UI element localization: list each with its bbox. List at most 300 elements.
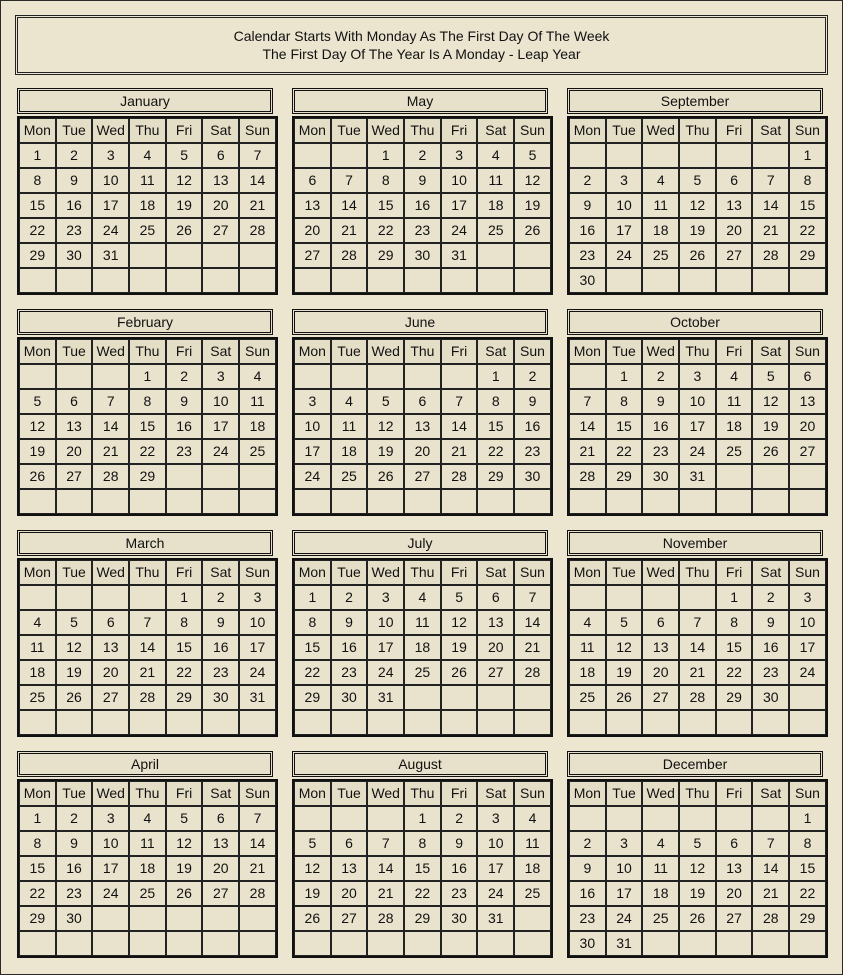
day-cell: 6 xyxy=(92,610,129,635)
day-cell: 3 xyxy=(367,585,404,610)
empty-cell xyxy=(56,489,93,514)
day-cell: 11 xyxy=(514,831,551,856)
day-cell: 24 xyxy=(789,660,826,685)
day-cell: 7 xyxy=(752,168,789,193)
day-cell: 12 xyxy=(166,831,203,856)
day-cell: 13 xyxy=(202,168,239,193)
empty-cell xyxy=(606,489,643,514)
empty-cell xyxy=(331,806,368,831)
day-cell: 25 xyxy=(129,881,166,906)
empty-cell xyxy=(92,906,129,931)
empty-cell xyxy=(166,931,203,956)
empty-cell xyxy=(606,710,643,735)
empty-cell xyxy=(606,268,643,293)
day-cell: 27 xyxy=(202,218,239,243)
empty-cell xyxy=(789,710,826,735)
day-cell: 23 xyxy=(642,439,679,464)
day-cell: 22 xyxy=(789,218,826,243)
weekday-header: Mon xyxy=(294,118,331,143)
day-cell: 31 xyxy=(477,906,514,931)
day-cell: 17 xyxy=(477,856,514,881)
day-cell: 26 xyxy=(166,881,203,906)
empty-cell xyxy=(441,931,478,956)
day-cell: 6 xyxy=(202,806,239,831)
day-cell: 17 xyxy=(294,439,331,464)
day-cell: 9 xyxy=(56,831,93,856)
empty-cell xyxy=(239,710,276,735)
day-cell: 29 xyxy=(477,464,514,489)
day-cell: 19 xyxy=(166,856,203,881)
month-title: March xyxy=(17,530,273,556)
weekday-header: Sun xyxy=(514,118,551,143)
day-cell: 24 xyxy=(92,881,129,906)
day-cell: 16 xyxy=(166,414,203,439)
empty-cell xyxy=(679,710,716,735)
calendar-header xyxy=(15,15,828,75)
day-cell: 22 xyxy=(367,218,404,243)
day-cell: 10 xyxy=(789,610,826,635)
day-cell: 28 xyxy=(569,464,606,489)
weekday-header: Thu xyxy=(679,781,716,806)
day-cell: 8 xyxy=(477,389,514,414)
day-cell: 31 xyxy=(606,931,643,956)
day-cell: 8 xyxy=(404,831,441,856)
weekday-header: Sun xyxy=(789,560,826,585)
day-cell: 2 xyxy=(166,364,203,389)
day-cell: 24 xyxy=(367,660,404,685)
empty-cell xyxy=(789,931,826,956)
day-cell: 20 xyxy=(404,439,441,464)
empty-cell xyxy=(716,464,753,489)
day-cell: 29 xyxy=(606,464,643,489)
day-cell: 29 xyxy=(294,685,331,710)
day-cell: 24 xyxy=(477,881,514,906)
weekday-header: Thu xyxy=(129,339,166,364)
day-cell: 28 xyxy=(239,881,276,906)
weekday-header: Mon xyxy=(19,339,56,364)
day-cell: 28 xyxy=(129,685,166,710)
weekday-header: Fri xyxy=(166,560,203,585)
day-cell: 7 xyxy=(514,585,551,610)
day-cell: 26 xyxy=(679,906,716,931)
day-cell: 26 xyxy=(367,464,404,489)
empty-cell xyxy=(239,268,276,293)
day-cell: 1 xyxy=(294,585,331,610)
empty-cell xyxy=(19,931,56,956)
day-cell: 11 xyxy=(404,610,441,635)
day-cell: 2 xyxy=(752,585,789,610)
empty-cell xyxy=(752,268,789,293)
weekday-header: Tue xyxy=(606,339,643,364)
day-cell: 27 xyxy=(294,243,331,268)
empty-cell xyxy=(239,489,276,514)
day-cell: 6 xyxy=(294,168,331,193)
weekday-header: Sat xyxy=(477,118,514,143)
day-cell: 18 xyxy=(331,439,368,464)
day-cell: 18 xyxy=(129,193,166,218)
day-cell: 23 xyxy=(56,881,93,906)
day-cell: 31 xyxy=(679,464,716,489)
day-cell: 15 xyxy=(19,193,56,218)
empty-cell xyxy=(716,931,753,956)
day-cell: 17 xyxy=(789,635,826,660)
empty-cell xyxy=(367,931,404,956)
day-cell: 30 xyxy=(752,685,789,710)
day-cell: 22 xyxy=(404,881,441,906)
day-cell: 5 xyxy=(606,610,643,635)
day-cell: 25 xyxy=(642,906,679,931)
empty-cell xyxy=(789,464,826,489)
day-cell: 3 xyxy=(294,389,331,414)
day-cell: 9 xyxy=(441,831,478,856)
weekday-header: Tue xyxy=(606,560,643,585)
day-cell: 16 xyxy=(752,635,789,660)
empty-cell xyxy=(367,268,404,293)
empty-cell xyxy=(56,268,93,293)
day-cell: 6 xyxy=(789,364,826,389)
day-cell: 30 xyxy=(202,685,239,710)
weekday-header: Sat xyxy=(752,781,789,806)
day-cell: 18 xyxy=(477,193,514,218)
day-cell: 3 xyxy=(606,831,643,856)
day-cell: 6 xyxy=(477,585,514,610)
day-cell: 23 xyxy=(202,660,239,685)
weekday-header: Sat xyxy=(202,118,239,143)
empty-cell xyxy=(129,585,166,610)
weekday-header: Tue xyxy=(56,339,93,364)
weekday-header: Fri xyxy=(716,118,753,143)
weekday-header: Sun xyxy=(789,781,826,806)
day-cell: 14 xyxy=(514,610,551,635)
empty-cell xyxy=(19,364,56,389)
empty-cell xyxy=(294,710,331,735)
day-cell: 4 xyxy=(129,143,166,168)
day-cell: 29 xyxy=(716,685,753,710)
day-cell: 14 xyxy=(367,856,404,881)
month-title: September xyxy=(567,88,823,114)
day-cell: 22 xyxy=(294,660,331,685)
day-cell: 29 xyxy=(404,906,441,931)
empty-cell xyxy=(569,489,606,514)
empty-cell xyxy=(202,243,239,268)
day-cell: 9 xyxy=(56,168,93,193)
day-cell: 15 xyxy=(294,635,331,660)
day-cell: 13 xyxy=(56,414,93,439)
month-grid xyxy=(17,116,278,295)
day-cell: 1 xyxy=(166,585,203,610)
day-cell: 20 xyxy=(92,660,129,685)
empty-cell xyxy=(477,710,514,735)
weekday-header: Sat xyxy=(477,339,514,364)
day-cell: 16 xyxy=(56,856,93,881)
day-cell: 30 xyxy=(56,243,93,268)
day-cell: 8 xyxy=(19,831,56,856)
day-cell: 5 xyxy=(367,389,404,414)
weekday-header: Fri xyxy=(441,781,478,806)
day-cell: 9 xyxy=(569,193,606,218)
day-cell: 31 xyxy=(239,685,276,710)
day-cell: 23 xyxy=(56,218,93,243)
empty-cell xyxy=(129,931,166,956)
weekday-header: Thu xyxy=(129,781,166,806)
empty-cell xyxy=(331,489,368,514)
day-cell: 7 xyxy=(129,610,166,635)
day-cell: 11 xyxy=(642,856,679,881)
day-cell: 27 xyxy=(404,464,441,489)
empty-cell xyxy=(202,710,239,735)
day-cell: 31 xyxy=(441,243,478,268)
month-grid xyxy=(567,337,828,516)
day-cell: 23 xyxy=(569,243,606,268)
day-cell: 17 xyxy=(239,635,276,660)
day-cell: 3 xyxy=(441,143,478,168)
day-cell: 29 xyxy=(19,243,56,268)
day-cell: 13 xyxy=(716,856,753,881)
day-cell: 12 xyxy=(679,193,716,218)
day-cell: 15 xyxy=(789,856,826,881)
day-cell: 27 xyxy=(56,464,93,489)
day-cell: 5 xyxy=(441,585,478,610)
empty-cell xyxy=(129,906,166,931)
day-cell: 8 xyxy=(166,610,203,635)
weekday-header: Wed xyxy=(642,781,679,806)
weekday-header: Sun xyxy=(239,118,276,143)
weekday-header: Wed xyxy=(642,560,679,585)
weekday-header: Fri xyxy=(166,781,203,806)
month-grid xyxy=(567,558,828,737)
empty-cell xyxy=(441,268,478,293)
empty-cell xyxy=(477,931,514,956)
day-cell: 26 xyxy=(606,685,643,710)
empty-cell xyxy=(477,489,514,514)
day-cell: 12 xyxy=(367,414,404,439)
day-cell: 11 xyxy=(19,635,56,660)
day-cell: 3 xyxy=(92,143,129,168)
weekday-header: Wed xyxy=(367,560,404,585)
day-cell: 5 xyxy=(752,364,789,389)
day-cell: 6 xyxy=(56,389,93,414)
day-cell: 4 xyxy=(239,364,276,389)
day-cell: 28 xyxy=(679,685,716,710)
day-cell: 2 xyxy=(441,806,478,831)
day-cell: 9 xyxy=(569,856,606,881)
empty-cell xyxy=(441,489,478,514)
month-title: November xyxy=(567,530,823,556)
empty-cell xyxy=(752,931,789,956)
day-cell: 25 xyxy=(569,685,606,710)
day-cell: 23 xyxy=(331,660,368,685)
empty-cell xyxy=(367,710,404,735)
empty-cell xyxy=(789,685,826,710)
empty-cell xyxy=(679,143,716,168)
month-grid xyxy=(292,558,553,737)
day-cell: 13 xyxy=(789,389,826,414)
day-cell: 13 xyxy=(202,831,239,856)
day-cell: 18 xyxy=(19,660,56,685)
empty-cell xyxy=(367,364,404,389)
day-cell: 22 xyxy=(789,881,826,906)
day-cell: 21 xyxy=(239,856,276,881)
day-cell: 27 xyxy=(477,660,514,685)
day-cell: 9 xyxy=(642,389,679,414)
day-cell: 10 xyxy=(294,414,331,439)
day-cell: 1 xyxy=(129,364,166,389)
day-cell: 3 xyxy=(239,585,276,610)
empty-cell xyxy=(679,806,716,831)
day-cell: 4 xyxy=(716,364,753,389)
day-cell: 17 xyxy=(92,193,129,218)
day-cell: 20 xyxy=(716,881,753,906)
empty-cell xyxy=(642,585,679,610)
day-cell: 7 xyxy=(679,610,716,635)
day-cell: 18 xyxy=(129,856,166,881)
day-cell: 1 xyxy=(606,364,643,389)
day-cell: 16 xyxy=(331,635,368,660)
day-cell: 7 xyxy=(569,389,606,414)
day-cell: 19 xyxy=(752,414,789,439)
day-cell: 8 xyxy=(716,610,753,635)
day-cell: 30 xyxy=(514,464,551,489)
weekday-header: Thu xyxy=(404,339,441,364)
day-cell: 16 xyxy=(642,414,679,439)
empty-cell xyxy=(129,489,166,514)
day-cell: 11 xyxy=(716,389,753,414)
day-cell: 9 xyxy=(404,168,441,193)
empty-cell xyxy=(166,268,203,293)
day-cell: 14 xyxy=(752,856,789,881)
day-cell: 19 xyxy=(606,660,643,685)
empty-cell xyxy=(129,268,166,293)
day-cell: 1 xyxy=(404,806,441,831)
day-cell: 28 xyxy=(514,660,551,685)
month-grid xyxy=(17,558,278,737)
day-cell: 21 xyxy=(441,439,478,464)
day-cell: 30 xyxy=(56,906,93,931)
day-cell: 3 xyxy=(92,806,129,831)
empty-cell xyxy=(19,585,56,610)
empty-cell xyxy=(92,268,129,293)
day-cell: 11 xyxy=(129,831,166,856)
day-cell: 28 xyxy=(239,218,276,243)
empty-cell xyxy=(642,710,679,735)
day-cell: 5 xyxy=(514,143,551,168)
day-cell: 31 xyxy=(367,685,404,710)
day-cell: 4 xyxy=(477,143,514,168)
day-cell: 20 xyxy=(202,193,239,218)
weekday-header: Mon xyxy=(19,781,56,806)
day-cell: 11 xyxy=(569,635,606,660)
empty-cell xyxy=(404,489,441,514)
empty-cell xyxy=(477,685,514,710)
day-cell: 22 xyxy=(606,439,643,464)
day-cell: 19 xyxy=(166,193,203,218)
day-cell: 21 xyxy=(752,218,789,243)
day-cell: 5 xyxy=(294,831,331,856)
month-title: April xyxy=(17,751,273,777)
day-cell: 6 xyxy=(642,610,679,635)
empty-cell xyxy=(642,268,679,293)
day-cell: 15 xyxy=(19,856,56,881)
day-cell: 2 xyxy=(404,143,441,168)
day-cell: 23 xyxy=(166,439,203,464)
day-cell: 19 xyxy=(56,660,93,685)
month-grid xyxy=(17,779,278,958)
weekday-header: Sun xyxy=(239,560,276,585)
empty-cell xyxy=(294,268,331,293)
day-cell: 12 xyxy=(166,168,203,193)
empty-cell xyxy=(294,143,331,168)
weekday-header: Tue xyxy=(331,560,368,585)
day-cell: 2 xyxy=(569,831,606,856)
day-cell: 26 xyxy=(19,464,56,489)
day-cell: 27 xyxy=(202,881,239,906)
day-cell: 24 xyxy=(441,218,478,243)
empty-cell xyxy=(56,364,93,389)
day-cell: 25 xyxy=(642,243,679,268)
day-cell: 4 xyxy=(569,610,606,635)
day-cell: 16 xyxy=(569,881,606,906)
day-cell: 5 xyxy=(679,168,716,193)
day-cell: 7 xyxy=(92,389,129,414)
empty-cell xyxy=(202,268,239,293)
month-title: January xyxy=(17,88,273,114)
empty-cell xyxy=(716,143,753,168)
day-cell: 17 xyxy=(92,856,129,881)
day-cell: 3 xyxy=(477,806,514,831)
day-cell: 2 xyxy=(569,168,606,193)
day-cell: 9 xyxy=(166,389,203,414)
day-cell: 16 xyxy=(514,414,551,439)
day-cell: 14 xyxy=(569,414,606,439)
weekday-header: Wed xyxy=(92,118,129,143)
month-title: June xyxy=(292,309,548,335)
day-cell: 10 xyxy=(367,610,404,635)
day-cell: 17 xyxy=(679,414,716,439)
day-cell: 2 xyxy=(331,585,368,610)
day-cell: 5 xyxy=(679,831,716,856)
day-cell: 20 xyxy=(202,856,239,881)
empty-cell xyxy=(56,710,93,735)
day-cell: 24 xyxy=(294,464,331,489)
day-cell: 25 xyxy=(331,464,368,489)
day-cell: 7 xyxy=(331,168,368,193)
day-cell: 8 xyxy=(367,168,404,193)
day-cell: 17 xyxy=(202,414,239,439)
day-cell: 4 xyxy=(404,585,441,610)
weekday-header: Wed xyxy=(367,781,404,806)
day-cell: 7 xyxy=(239,806,276,831)
weekday-header: Fri xyxy=(441,339,478,364)
empty-cell xyxy=(441,710,478,735)
day-cell: 21 xyxy=(239,193,276,218)
weekday-header: Sun xyxy=(789,339,826,364)
empty-cell xyxy=(569,585,606,610)
month-title: February xyxy=(17,309,273,335)
day-cell: 1 xyxy=(789,143,826,168)
day-cell: 6 xyxy=(716,831,753,856)
day-cell: 5 xyxy=(19,389,56,414)
day-cell: 20 xyxy=(716,218,753,243)
empty-cell xyxy=(642,806,679,831)
weekday-header: Tue xyxy=(56,118,93,143)
day-cell: 3 xyxy=(202,364,239,389)
empty-cell xyxy=(441,685,478,710)
day-cell: 7 xyxy=(752,831,789,856)
weekday-header: Sat xyxy=(202,781,239,806)
day-cell: 22 xyxy=(19,218,56,243)
day-cell: 23 xyxy=(404,218,441,243)
weekday-header: Thu xyxy=(404,560,441,585)
